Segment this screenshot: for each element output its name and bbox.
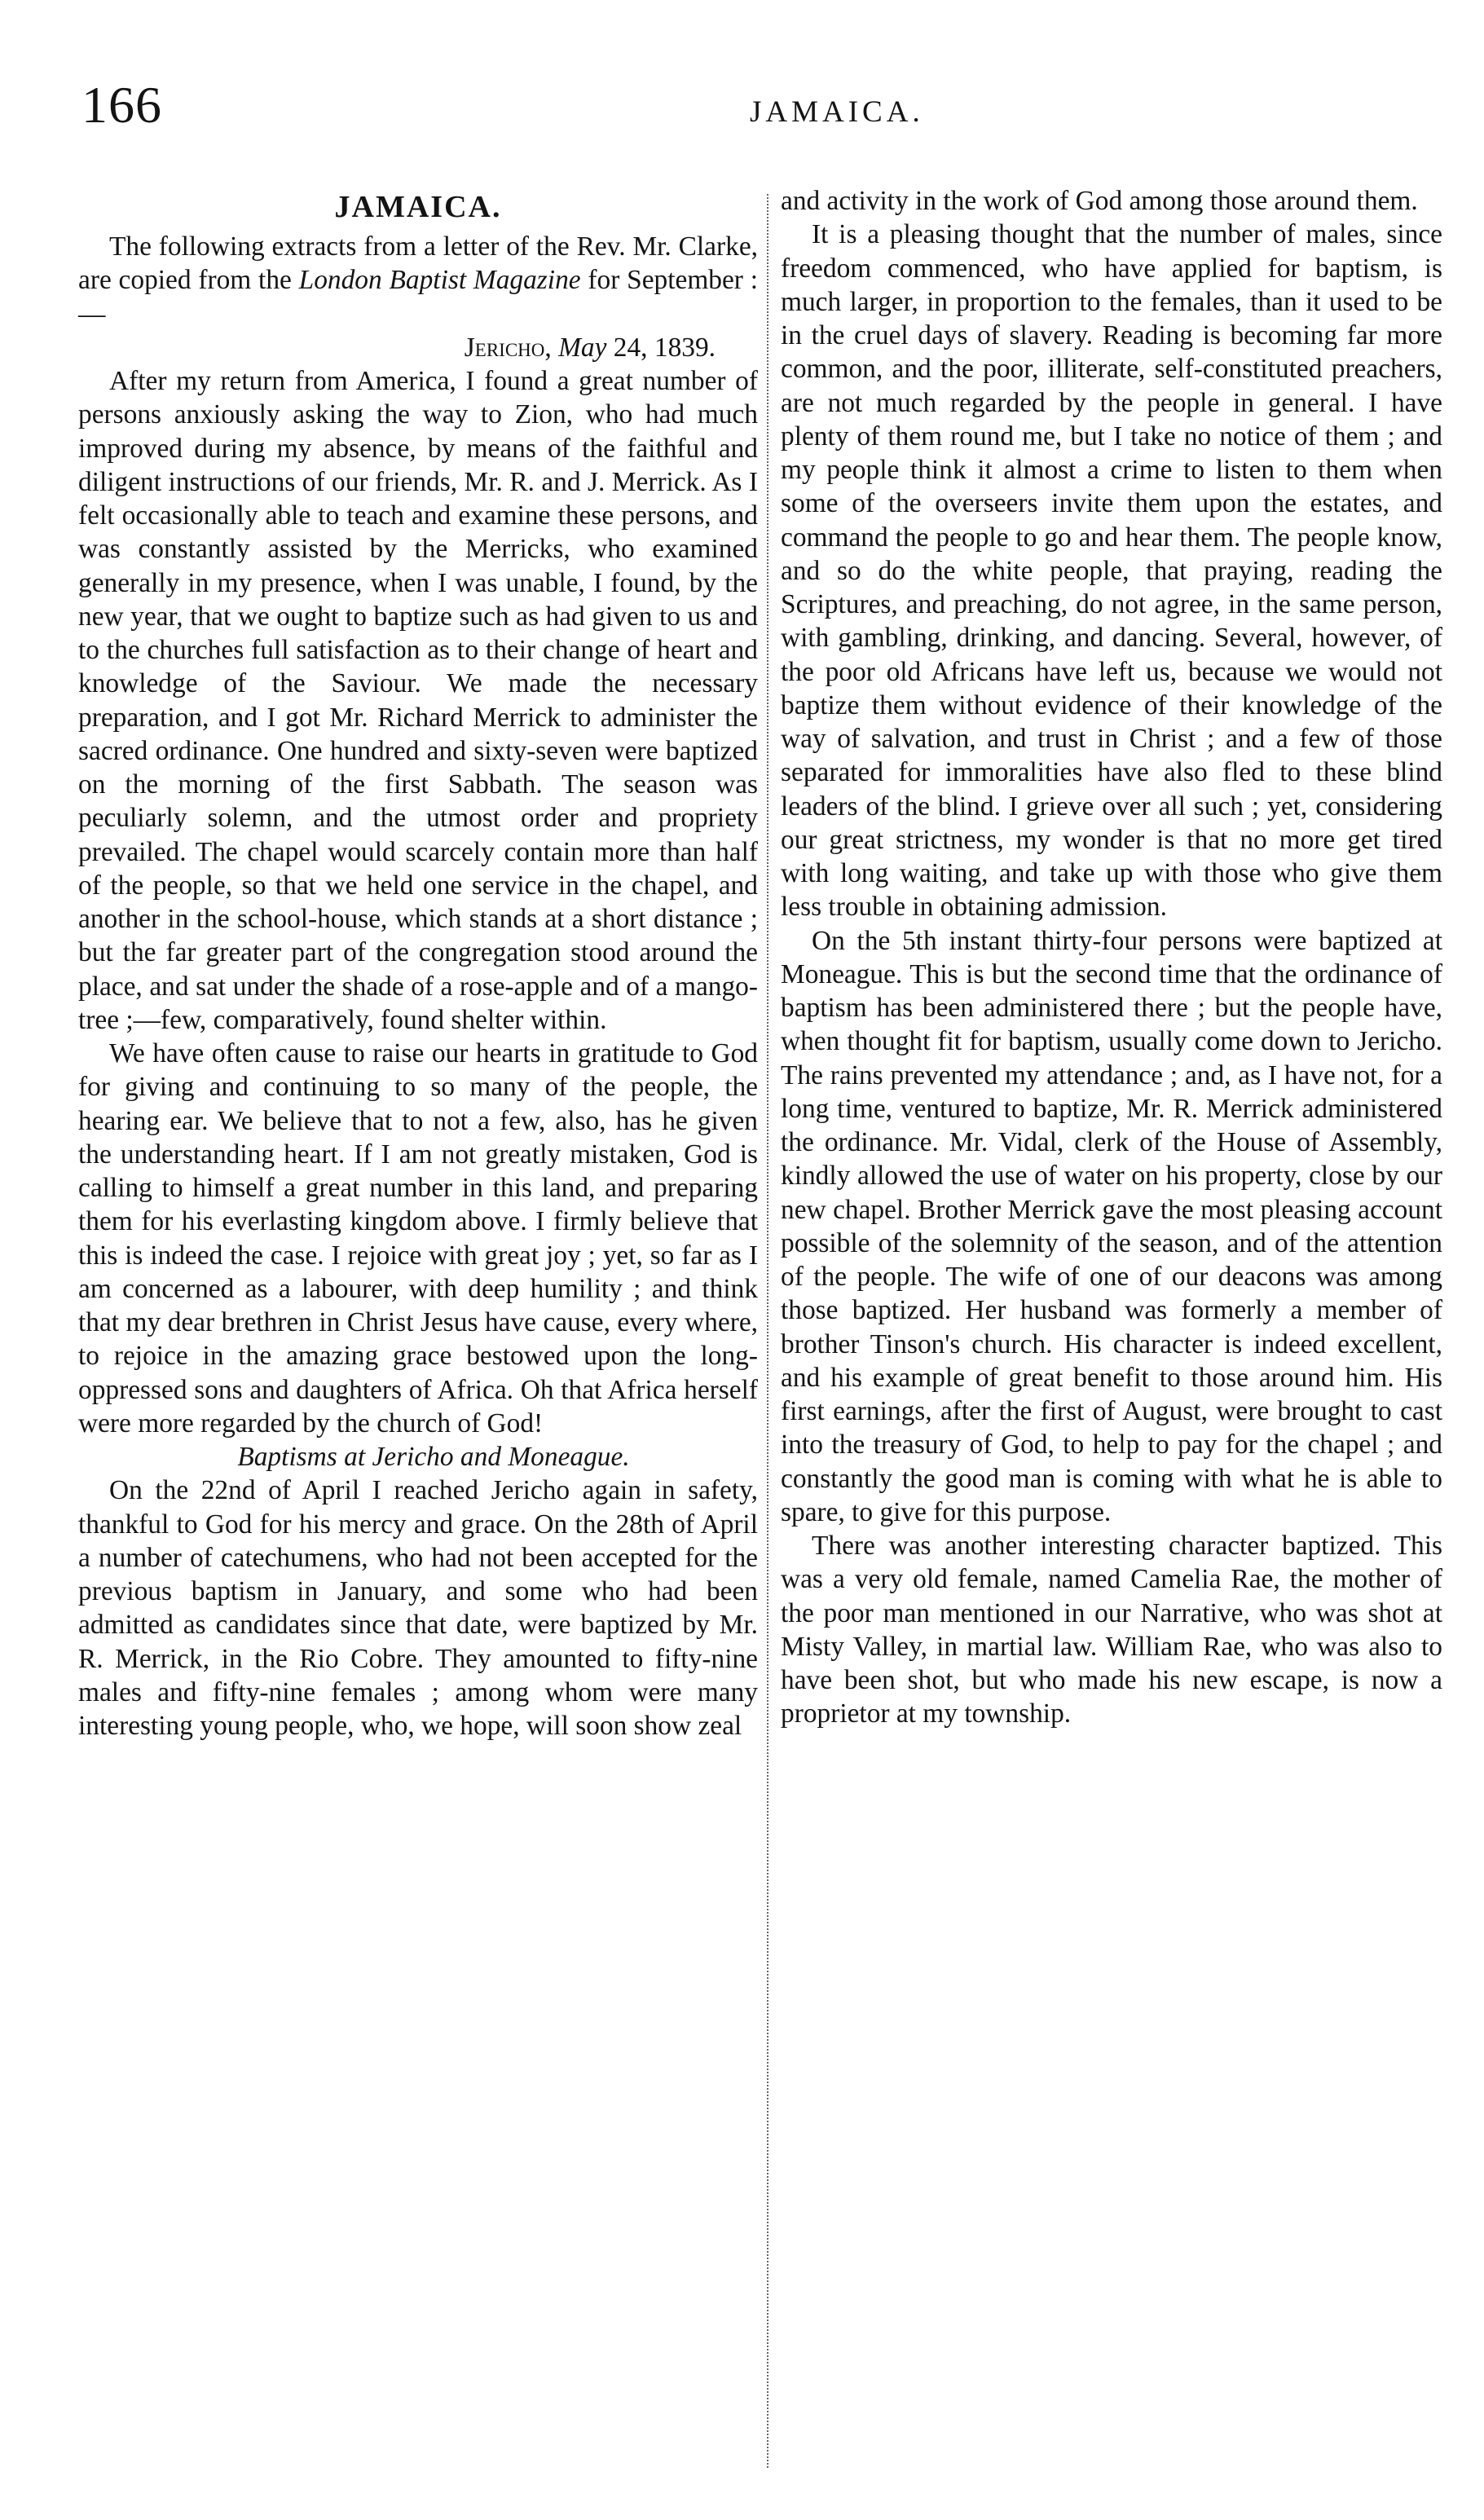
- body-paragraph: On the 22nd of April I reached Jericho again in safety, thankful to God for his mercy and grace. On the 28th of April a number of catechumens, who had not been accepted for the previous baptism in January, and some who had been admitted as candidates since that date, were baptized by Mr. R. Merrick, in the Rio Cobre. They amounted to fifty-nine males and fifty-nine females ; among whom were many interesting young people, who, we hope, will soon show zeal: [78, 1475, 758, 1741]
- page-number: 166: [81, 76, 162, 134]
- intro-text: The following extracts from a letter of the Rev. Mr. Clarke, are copied from the: [78, 231, 758, 296]
- continued-paragraph: and activity in the work of God among those around them.: [781, 186, 1418, 216]
- body-paragraph: There was another interesting character baptized. This was a very old female, named Camelia Rae, the mother of the poor man mentioned in our Narrative, who was shot at Misty Valley, in martial law. William Rae, who was also to have been shot, but who made his new escape, is now a proprietor at my township.: [781, 1531, 1442, 1729]
- dateline-month: May: [558, 332, 607, 363]
- intro-paragraph: [78, 230, 758, 331]
- body-paragraph: It is a pleasing thought that the number of males, since freedom commenced, who have applied for baptism, is much larger, in proportion to the females, than it used to be in the cruel days of slavery. Reading is becoming far more common, and the poor, illiterate, self-constituted preachers, are not much regarded by the people in general. I have plenty of them round me, but I take no notice of them ; and my people think it almost a crime to listen to them when some of the overseers invite them upon the estates, and command the people to go and hear them. The people know, and so do the white people, that praying, reading the Scriptures, and preaching, do not agree, in the same person, with gambling, drinking, and dancing. Several, however, of the poor old Africans have left us, because we would not baptize them without evidence of their knowledge of the way of salvation, and trust in Christ ; and a few of those separated for immoralities have also fled to these blind leaders of the blind. I grieve over all such ; yet, considering our great strictness, my wonder is that no more get tired with long waiting, and take up with those who give them less trouble in obtaining admission.: [781, 219, 1442, 923]
- dateline-day-year: 24, 1839.: [606, 332, 716, 363]
- dateline: [78, 331, 758, 364]
- running-head: JAMAICA.: [750, 95, 924, 129]
- magazine-title: London Baptist Magazine: [298, 265, 581, 296]
- body-paragraph: On the 5th instant thirty-four persons were baptized at Moneague. This is but the second time that the ordinance of baptism has been administered there ; but the people have, when thought fit for baptism, usually come down to Jericho. The rains prevented my attendance ; and, as I have not, for a long time, ventured to baptize, Mr. R. Merrick administered the ordinance. Mr. Vidal, clerk of the House of Assembly, kindly allowed the use of water on his property, close by our new chapel. Brother Merrick gave the most pleasing account possible of the solemnity of the season, and of the attention of the people. The wife of one of our deacons was among those baptized. Her husband was formerly a member of brother Tinson's church. His character is indeed excellent, and his example of great benefit to those around him. His first earnings, after the first of August, were brought to cast into the treasury of God, to help to pay for the chapel ; and constantly the good man is coming with what he is able to spare, to give for this purpose.: [781, 925, 1442, 1527]
- body-paragraph: After my return from America, I found a great number of persons anxiously asking the way to Zion, who had much improved during my absence, by means of the faithful and diligent instructions of our friends, Mr. R. and J. Merrick. As I felt occasionally able to teach and examine these persons, and was constantly assisted by the Merricks, who examined generally in my presence, when I was unable, I found, by the new year, that we ought to baptize such as had given to us and to the churches full satisfaction as to their change of heart and knowledge of the Saviour. We made the necessary preparation, and I got Mr. Richard Merrick to administer the sacred ordinance. One hundred and sixty-seven were baptized on the morning of the first Sabbath. The season was peculiarly solemn, and the utmost order and propriety prevailed. The chapel would scarcely contain more than half of the people, so that we held one service in the chapel, and another in the school-house, which stands at a short distance ; but the far greater part of the congregation stood around the place, and sat under the shade of a rose-apple and of a mango-tree ;—few, comparatively, found shelter within.: [78, 366, 758, 1035]
- section-subheading: Baptisms at Jericho and Moneague.: [237, 1442, 630, 1472]
- column-divider: [767, 194, 768, 2468]
- dateline-place: Jericho,: [464, 332, 552, 363]
- body-paragraph: We have often cause to raise our hearts in gratitude to God for giving and continuing to so many of the people, the hearing ear. We believe that to not a few, also, has he given the understanding heart. If I am not greatly mistaken, God is calling to himself a great number in this land, and preparing them for his everlasting kingdom above. I firmly believe that this is indeed the case. I rejoice with great joy ; yet, so far as I am concerned as a labourer, with deep humility ; and think that my dear brethren in Christ Jesus have cause, every where, to rejoice in the amazing grace bestowed upon the long-oppressed sons and daughters of Africa. Oh that Africa herself were more regarded by the church of God!: [78, 1038, 758, 1438]
- left-column: [78, 184, 758, 1742]
- intro-tail: for September :—: [78, 265, 759, 329]
- article-title: JAMAICA.: [334, 190, 502, 224]
- right-column: [781, 184, 1442, 1731]
- page-header: [81, 75, 1467, 148]
